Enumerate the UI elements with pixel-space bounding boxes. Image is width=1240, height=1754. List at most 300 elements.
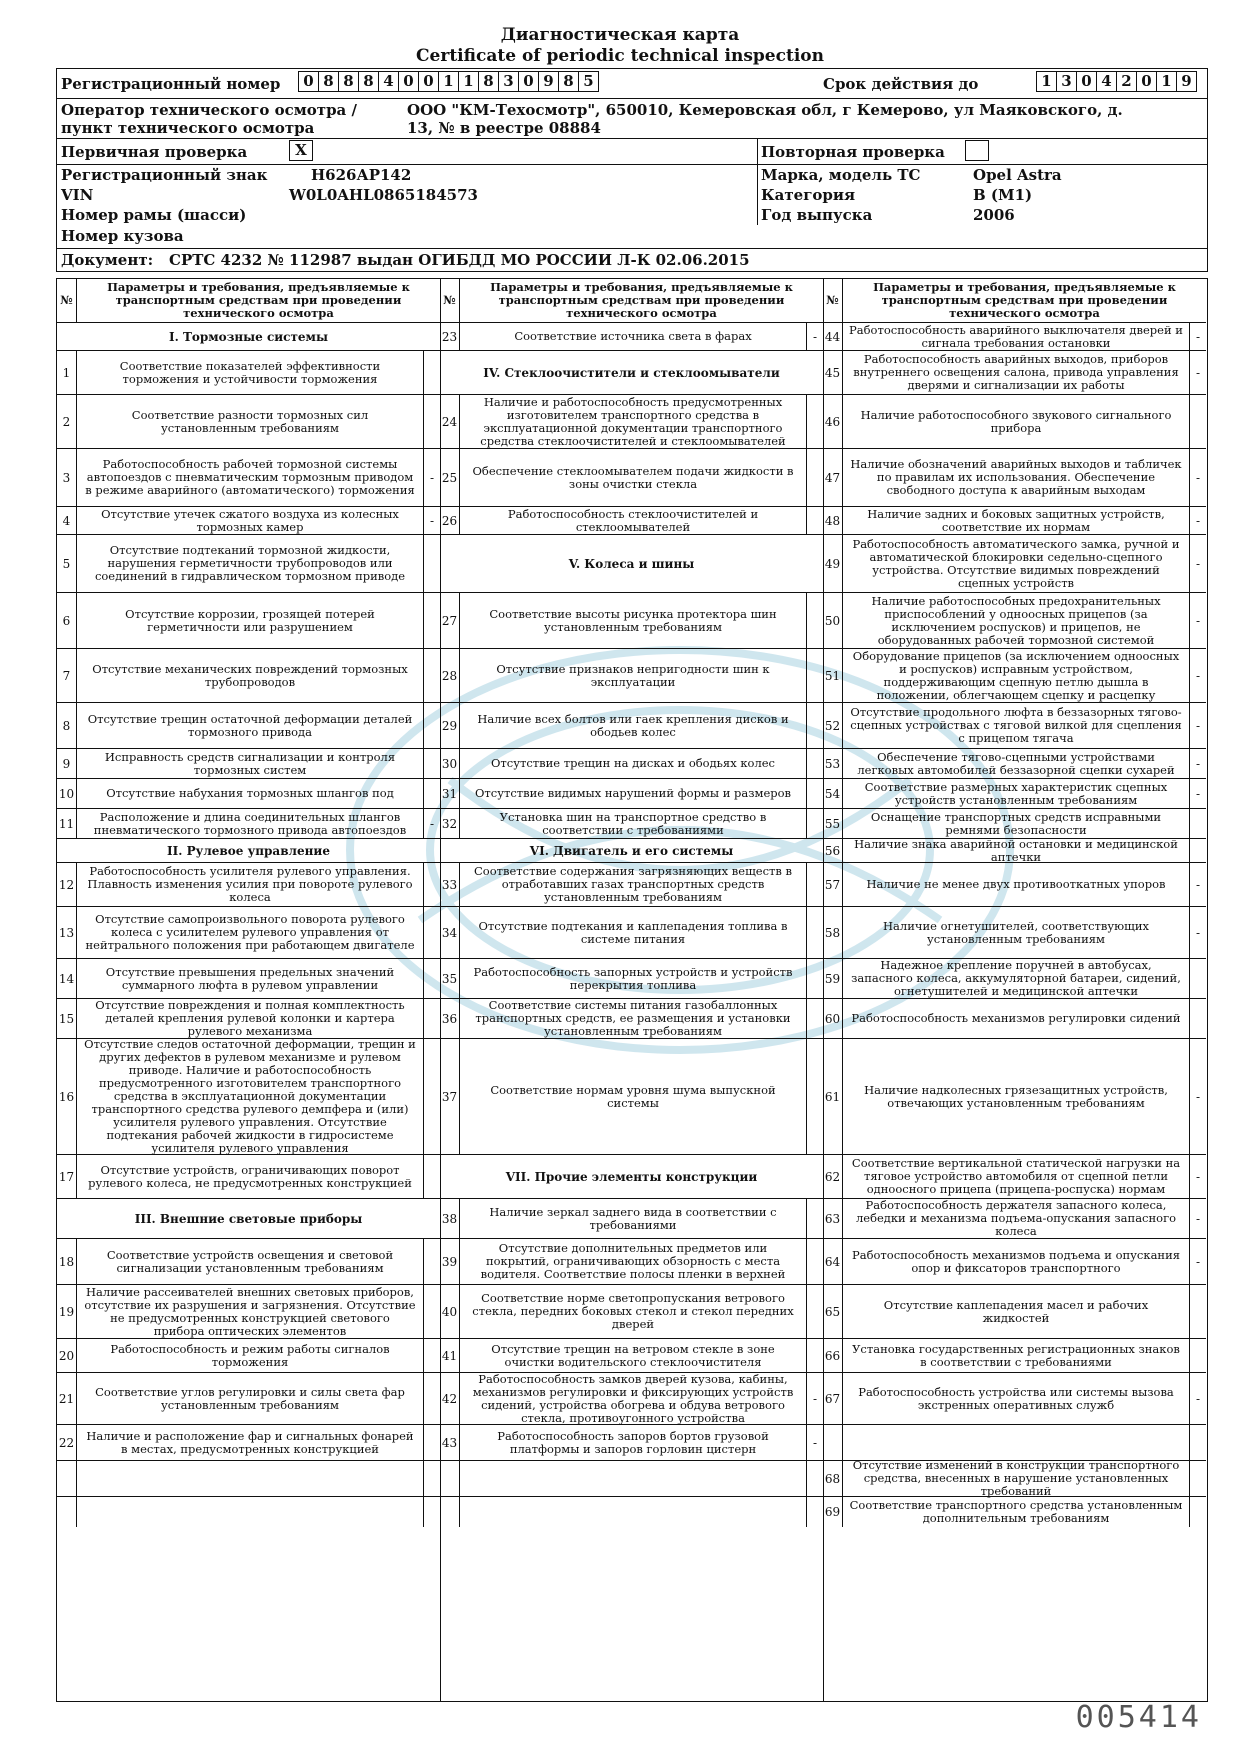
- table-row: [823, 836, 1206, 864]
- table-row: [57, 863, 440, 907]
- item-number: 4: [57, 507, 77, 534]
- item-number: 20: [57, 1339, 77, 1372]
- item-mark[interactable]: [807, 1497, 823, 1527]
- item-number: [823, 1425, 843, 1460]
- section-header: [57, 839, 440, 863]
- table-row: [823, 1339, 1206, 1373]
- item-number: 10: [57, 779, 77, 808]
- item-requirement: Отсутствие продольного люфта в беззазорных тягово-сцепных устройствах с тяговой вилкой для сцепления с прицепом тягача: [843, 703, 1190, 748]
- table-row: [440, 1239, 823, 1285]
- item-requirement: Исправность средств сигнализации и контроля тормозных систем: [77, 749, 424, 778]
- item-mark[interactable]: [807, 449, 823, 506]
- item-mark[interactable]: [807, 1039, 823, 1154]
- item-number: 64: [823, 1239, 843, 1284]
- item-requirement: Отсутствие трещин на ветровом стекле в зоне очистки водительского стеклоочистителя: [460, 1339, 807, 1372]
- item-mark[interactable]: [807, 507, 823, 534]
- item-number: 15: [57, 999, 77, 1038]
- item-requirement: Отсутствие устройств, ограничивающих поворот рулевого колеса, не предусмотренных конструкцией: [77, 1155, 424, 1198]
- item-mark[interactable]: [1190, 809, 1206, 838]
- item-mark[interactable]: [424, 1497, 440, 1527]
- item-requirement: Соответствие показателей эффективности торможения и устойчивости торможения: [77, 351, 424, 394]
- item-number: 7: [57, 649, 77, 702]
- item-mark[interactable]: -: [812, 1435, 818, 1450]
- table-row: [823, 1155, 1206, 1199]
- valid_until-digit: 1: [1156, 71, 1177, 92]
- body-label: Номер кузова: [61, 227, 184, 245]
- table-row: [823, 907, 1206, 959]
- item-mark[interactable]: [1190, 1285, 1206, 1338]
- item-number: 68: [823, 1461, 843, 1496]
- item-mark[interactable]: -: [1195, 1254, 1201, 1269]
- item-mark[interactable]: -: [1195, 668, 1201, 683]
- item-mark[interactable]: [1190, 1497, 1206, 1527]
- item-requirement: Отсутствие признаков непригодности шин к эксплуатации: [460, 649, 807, 702]
- item-mark[interactable]: -: [1195, 756, 1201, 771]
- item-mark[interactable]: -: [1195, 513, 1201, 528]
- item-number: 29: [440, 703, 460, 748]
- item-requirement: Отсутствие самопроизвольного поворота рулевого колеса с усилителем рулевого управления от нейтрального положения при работающем двигателе: [77, 907, 424, 958]
- operator-label-2: пункт технического осмотра: [61, 119, 315, 137]
- reg_number-digit: 4: [378, 71, 399, 92]
- year-label: Год выпуска: [761, 206, 873, 224]
- item-number: 63: [823, 1199, 843, 1238]
- table-row: [57, 1425, 440, 1461]
- item-mark[interactable]: [807, 1239, 823, 1284]
- reg_number-digit: 0: [398, 71, 419, 92]
- item-mark[interactable]: [807, 779, 823, 808]
- header-divider: [757, 139, 758, 164]
- item-mark[interactable]: -: [1195, 556, 1201, 571]
- item-mark[interactable]: [807, 959, 823, 998]
- header-params: Параметры и требования, предъявляемые к транспортным средствам при проведении технического осмотра: [107, 280, 410, 320]
- item-mark[interactable]: [1190, 395, 1206, 448]
- table-row: [440, 999, 823, 1039]
- document-title: [0, 24, 1240, 66]
- table-row: [440, 1497, 823, 1527]
- table-row: [440, 749, 823, 779]
- item-mark[interactable]: [807, 809, 823, 838]
- item-requirement: Соответствие источника света в фарах: [460, 323, 807, 350]
- reg_number-digit: 1: [438, 71, 459, 92]
- header-row-document: [57, 249, 1207, 271]
- item-requirement: Работоспособность стеклоочистителей и стеклоомывателей: [460, 507, 807, 534]
- header-num: №: [57, 279, 77, 322]
- table-row: [440, 703, 823, 749]
- item-requirement: Наличие всех болтов или гаек крепления дисков и ободьев колес: [460, 703, 807, 748]
- table-row: [57, 999, 440, 1039]
- section-header: [440, 839, 823, 863]
- item-requirement: Оснащение транспортных средств исправными ремнями безопасности: [843, 809, 1190, 838]
- item-mark[interactable]: -: [1195, 786, 1201, 801]
- item-number: 8: [57, 703, 77, 748]
- item-requirement: Наличие работоспособных предохранительных приспособлений у одноосных прицепов (за исключением роспусков) и прицепов, не оборудованных рабочей тормозной системой: [843, 593, 1190, 648]
- table-row: [57, 1497, 440, 1527]
- table-row: [57, 1039, 440, 1155]
- item-mark[interactable]: [807, 649, 823, 702]
- table-row: [823, 593, 1206, 649]
- table-column-1: [57, 279, 440, 1701]
- table-row: [823, 351, 1206, 395]
- item-mark[interactable]: [424, 1425, 440, 1460]
- item-mark[interactable]: [807, 703, 823, 748]
- item-requirement: Отсутствие набухания тормозных шлангов под: [77, 779, 424, 808]
- table-row: [823, 535, 1206, 593]
- table-row: [823, 863, 1206, 907]
- item-mark[interactable]: [424, 1155, 440, 1198]
- section-header: [440, 535, 823, 593]
- item-mark[interactable]: [424, 1339, 440, 1372]
- reg_number-digit: 8: [338, 71, 359, 92]
- item-mark[interactable]: -: [1195, 718, 1201, 733]
- column-separator: [440, 279, 441, 1701]
- item-requirement: Отсутствие дополнительных предметов или покрытий, ограничивающих обзорность с места водителя. Соответствие полосы пленки в верхней: [460, 1239, 807, 1284]
- item-mark[interactable]: -: [1195, 365, 1201, 380]
- item-mark[interactable]: [424, 959, 440, 998]
- item-number: 2: [57, 395, 77, 448]
- item-mark[interactable]: [424, 1285, 440, 1338]
- item-mark[interactable]: -: [1195, 329, 1201, 344]
- table-row: [440, 779, 823, 809]
- item-mark[interactable]: [1190, 1339, 1206, 1372]
- item-requirement: Соответствие устройств освещения и световой сигнализации установленным требованиям: [77, 1239, 424, 1284]
- section-title: VII. Прочие элементы конструкции: [505, 1169, 758, 1184]
- table-row: [57, 809, 440, 839]
- item-mark[interactable]: -: [812, 329, 818, 344]
- item-mark[interactable]: -: [1195, 877, 1201, 892]
- item-mark[interactable]: -: [1195, 1169, 1201, 1184]
- item-mark[interactable]: [424, 1039, 440, 1154]
- item-mark[interactable]: -: [1195, 1391, 1201, 1406]
- item-mark[interactable]: [424, 649, 440, 702]
- item-mark[interactable]: [807, 1339, 823, 1372]
- item-mark[interactable]: [807, 1199, 823, 1238]
- item-mark[interactable]: [1190, 999, 1206, 1038]
- item-requirement: [460, 1461, 807, 1496]
- item-number: 26: [440, 507, 460, 534]
- year-value: 2006: [973, 206, 1015, 224]
- item-requirement: Отсутствие изменений в конструкции транспортного средства, внесенных в нарушение установленных требований: [843, 1461, 1190, 1496]
- vin-label: VIN: [61, 186, 94, 204]
- header-divider: [757, 185, 758, 205]
- item-requirement: Соответствие системы питания газобаллонных транспортных средств, ее размещения и установки установленным требованиям: [460, 999, 807, 1038]
- header-block: [56, 68, 1208, 272]
- item-number: 67: [823, 1373, 843, 1424]
- item-number: 46: [823, 395, 843, 448]
- item-requirement: Наличие зеркал заднего вида в соответствии с требованиями: [460, 1199, 807, 1238]
- item-requirement: Соответствие транспортного средства установленным дополнительным требованиям: [843, 1497, 1190, 1527]
- item-requirement: Наличие рассеивателей внешних световых приборов, отсутствие их разрушения и загрязнения. Отсутствие не предусмотренных конструкцией светового прибора оптических элементов: [77, 1285, 424, 1338]
- table-row: [57, 395, 440, 449]
- table-row: [440, 1373, 823, 1425]
- item-requirement: Установка государственных регистрационных знаков в соответствии с требованиями: [843, 1339, 1190, 1372]
- table-row: [440, 907, 823, 959]
- item-mark[interactable]: [1190, 839, 1206, 862]
- item-number: 24: [440, 395, 460, 448]
- item-mark[interactable]: -: [812, 1391, 818, 1406]
- item-mark[interactable]: [424, 593, 440, 648]
- document-value: СРТС 4232 № 112987 выдан ОГИБДД МО РОССИИ Л-К 02.06.2015: [169, 251, 750, 269]
- valid_until-digit: 0: [1136, 71, 1157, 92]
- table-row: [57, 1461, 440, 1497]
- item-mark[interactable]: [424, 907, 440, 958]
- item-requirement: Работоспособность и режим работы сигналов торможения: [77, 1339, 424, 1372]
- table-row: [823, 749, 1206, 779]
- item-requirement: Работоспособность держателя запасного колеса, лебедки и механизма подъема-опускания запасного колеса: [843, 1199, 1190, 1238]
- item-number: 36: [440, 999, 460, 1038]
- header-params: Параметры и требования, предъявляемые к транспортным средствам при проведении технического осмотра: [490, 280, 793, 320]
- table-row: [57, 1155, 440, 1199]
- table-row: [57, 1339, 440, 1373]
- item-mark[interactable]: [424, 1239, 440, 1284]
- item-number: 60: [823, 999, 843, 1038]
- section-header: [440, 1155, 823, 1199]
- item-requirement: Соответствие содержания загрязняющих веществ в отработавших газах транспортных средств установленным требованиям: [460, 863, 807, 906]
- item-mark[interactable]: [1190, 959, 1206, 998]
- item-mark[interactable]: [807, 1285, 823, 1338]
- frame-label: Номер рамы (шасси): [61, 206, 247, 224]
- table-column-2: [440, 279, 823, 1701]
- item-requirement: Установка шин на транспортное средство в соответствии с требованиями: [460, 809, 807, 838]
- item-requirement: Наличие и расположение фар и сигнальных фонарей в местах, предусмотренных конструкцией: [77, 1425, 424, 1460]
- item-number: 65: [823, 1285, 843, 1338]
- item-requirement: Расположение и длина соединительных шлангов пневматического тормозного привода автопоездов: [77, 809, 424, 838]
- make-value: Opel Astra: [973, 166, 1062, 184]
- table-row: [823, 449, 1206, 507]
- table-header: [57, 279, 440, 323]
- item-mark[interactable]: [807, 1461, 823, 1496]
- table-row: [823, 507, 1206, 535]
- item-requirement: Работоспособность запоров бортов грузовой платформы и запоров горловин цистерн: [460, 1425, 807, 1460]
- item-number: 23: [440, 323, 460, 350]
- header-row-check: [57, 139, 1207, 165]
- table-row: [440, 1199, 823, 1239]
- item-number: 21: [57, 1373, 77, 1424]
- item-number: 47: [823, 449, 843, 506]
- section-header: [440, 351, 823, 395]
- item-number: 38: [440, 1199, 460, 1238]
- item-requirement: Оборудование прицепов (за исключением одноосных и роспусков) исправным устройством, поддерживающим сцепную петлю дышла в положении, облегчающем сцепку и расцепку: [843, 649, 1190, 702]
- item-number: 56: [823, 839, 843, 862]
- item-requirement: Отсутствие механических повреждений тормозных трубопроводов: [77, 649, 424, 702]
- item-number: 16: [57, 1039, 77, 1154]
- valid_until-digit: 3: [1056, 71, 1077, 92]
- item-number: 30: [440, 749, 460, 778]
- table-row: [57, 779, 440, 809]
- item-number: 52: [823, 703, 843, 748]
- table-row: [440, 1339, 823, 1373]
- header-row-vin: [57, 185, 1207, 205]
- item-mark[interactable]: [424, 999, 440, 1038]
- item-number: [440, 1461, 460, 1496]
- item-requirement: Работоспособность усилителя рулевого управления. Плавность изменения усилия при повороте рулевого колеса: [77, 863, 424, 906]
- repeat-check-label: Повторная проверка: [761, 143, 945, 161]
- header-row-body: [57, 225, 1207, 249]
- item-mark[interactable]: [807, 749, 823, 778]
- table-row: [57, 593, 440, 649]
- header-num: №: [823, 279, 843, 322]
- item-requirement: Отсутствие подтеканий тормозной жидкости, нарушения герметичности трубопроводов или соединений в гидравлическом тормозном приводе: [77, 535, 424, 592]
- item-mark[interactable]: [807, 395, 823, 448]
- item-requirement: Наличие обозначений аварийных выходов и табличек по правилам их использования. Обеспечение свободного доступа к аварийным выходам: [843, 449, 1190, 506]
- section-title: IV. Стеклоочистители и стеклоомыватели: [483, 365, 780, 380]
- item-mark[interactable]: [1190, 1461, 1206, 1496]
- reg_number-digit: 3: [498, 71, 519, 92]
- item-requirement: Наличие огнетушителей, соответствующих установленным требованиям: [843, 907, 1190, 958]
- item-mark[interactable]: -: [1195, 1211, 1201, 1226]
- plate-label: Регистрационный знак: [61, 166, 268, 184]
- item-requirement: Отсутствие видимых нарушений формы и размеров: [460, 779, 807, 808]
- inspection-table: [56, 278, 1208, 1702]
- table-row: [823, 649, 1206, 703]
- table-column-3: [823, 279, 1206, 1701]
- section-header: [57, 323, 440, 351]
- item-mark[interactable]: -: [429, 513, 435, 528]
- item-requirement: Отсутствие трещин на дисках и ободьях колес: [460, 749, 807, 778]
- item-requirement: Обеспечение тягово-сцепными устройствами легковых автомобилей беззазорной сцепки сухарей: [843, 749, 1190, 778]
- item-mark[interactable]: [424, 749, 440, 778]
- item-number: 3: [57, 449, 77, 506]
- item-number: 39: [440, 1239, 460, 1284]
- item-number: 41: [440, 1339, 460, 1372]
- item-requirement: Наличие знака аварийной остановки и медицинской аптечки: [843, 839, 1190, 862]
- item-mark[interactable]: [1190, 1425, 1206, 1460]
- section-title: VI. Двигатель и его системы: [529, 843, 734, 858]
- table-header: [823, 279, 1206, 323]
- valid-until-label: Срок действия до: [823, 75, 979, 93]
- table-row: [57, 535, 440, 593]
- item-mark[interactable]: [424, 779, 440, 808]
- table-row: [823, 395, 1206, 449]
- item-number: 18: [57, 1239, 77, 1284]
- item-mark[interactable]: [424, 351, 440, 394]
- item-number: 43: [440, 1425, 460, 1460]
- header-row-frame: [57, 205, 1207, 225]
- serial-number: 005414: [1075, 1700, 1202, 1735]
- item-mark[interactable]: [807, 863, 823, 906]
- item-mark[interactable]: -: [1195, 925, 1201, 940]
- item-number: 25: [440, 449, 460, 506]
- make-label: Марка, модель ТС: [761, 166, 921, 184]
- item-requirement: Отсутствие следов остаточной деформации, трещин и других дефектов в рулевом механизме и рулевом приводе. Наличие и работоспособность предусмотренного изготовителем транспортного средства в эксплуатационной документации транспортного средства рулевого демпфера и (или) усилителя рулевого управления. Отсутствие подтекания рабочей жидкости в гидросистеме усилителя рулевого управления: [77, 1039, 424, 1154]
- table-row: [823, 323, 1206, 351]
- item-mark[interactable]: [424, 1461, 440, 1496]
- reg_number-digit: 8: [478, 71, 499, 92]
- item-requirement: Наличие работоспособного звукового сигнального прибора: [843, 395, 1190, 448]
- table-row: [57, 1285, 440, 1339]
- item-number: 40: [440, 1285, 460, 1338]
- reg_number-digit: 0: [298, 71, 319, 92]
- item-number: 12: [57, 863, 77, 906]
- header-divider: [757, 165, 758, 185]
- table-row: [440, 507, 823, 535]
- table-row: [57, 907, 440, 959]
- item-mark[interactable]: [424, 863, 440, 906]
- item-requirement: Отсутствие трещин остаточной деформации деталей тормозного привода: [77, 703, 424, 748]
- primary-check-box[interactable]: X: [289, 140, 313, 161]
- valid_until-digit: 2: [1116, 71, 1137, 92]
- item-number: 37: [440, 1039, 460, 1154]
- item-number: 35: [440, 959, 460, 998]
- item-number: 11: [57, 809, 77, 838]
- item-requirement: Соответствие разности тормозных сил установленным требованиям: [77, 395, 424, 448]
- item-number: 19: [57, 1285, 77, 1338]
- table-row: [57, 507, 440, 535]
- item-number: 14: [57, 959, 77, 998]
- item-requirement: [843, 1425, 1190, 1460]
- title-en: Certificate of periodic technical inspection: [416, 46, 824, 66]
- reg_number-digit: 8: [558, 71, 579, 92]
- item-number: 51: [823, 649, 843, 702]
- item-requirement: [460, 1497, 807, 1527]
- item-mark[interactable]: [807, 907, 823, 958]
- reg_number-digit: 9: [538, 71, 559, 92]
- table-row: [440, 809, 823, 839]
- item-mark[interactable]: [807, 593, 823, 648]
- table-row: [440, 959, 823, 999]
- header-num: №: [440, 279, 460, 322]
- item-requirement: Работоспособность аварийных выходов, приборов внутреннего освещения салона, привода управления дверями и сигнализации их работы: [843, 351, 1190, 394]
- item-number: 50: [823, 593, 843, 648]
- table-row: [823, 779, 1206, 809]
- item-number: 57: [823, 863, 843, 906]
- valid_until-digit: 1: [1036, 71, 1057, 92]
- item-requirement: Соответствие высоты рисунка протектора шин установленным требованиям: [460, 593, 807, 648]
- item-requirement: Соответствие нормам уровня шума выпускной системы: [460, 1039, 807, 1154]
- table-row: [57, 449, 440, 507]
- vin-value: W0L0AHL0865184573: [289, 186, 478, 204]
- table-row: [823, 703, 1206, 749]
- table-row: [823, 1425, 1206, 1461]
- item-number: 62: [823, 1155, 843, 1198]
- item-mark[interactable]: [424, 703, 440, 748]
- item-mark[interactable]: [807, 999, 823, 1038]
- item-requirement: Работоспособность рабочей тормозной системы автопоездов с пневматическим тормозным приводом в режиме аварийного (автоматического) торможения: [77, 449, 424, 506]
- item-number: 61: [823, 1039, 843, 1154]
- item-requirement: Отсутствие повреждения и полная комплектность деталей крепления рулевой колонки и картера рулевого механизма: [77, 999, 424, 1038]
- item-number: 53: [823, 749, 843, 778]
- table-row: [57, 1239, 440, 1285]
- section-title: V. Колеса и шины: [568, 556, 695, 571]
- table-row: [57, 1373, 440, 1425]
- item-mark[interactable]: [424, 535, 440, 592]
- table-row: [823, 999, 1206, 1039]
- item-number: 27: [440, 593, 460, 648]
- item-mark[interactable]: -: [429, 470, 435, 485]
- reg_number-digit: 0: [518, 71, 539, 92]
- item-number: 55: [823, 809, 843, 838]
- reg_number-digit: 8: [358, 71, 379, 92]
- table-row: [440, 593, 823, 649]
- table-row: [57, 703, 440, 749]
- item-number: 28: [440, 649, 460, 702]
- item-mark[interactable]: [424, 395, 440, 448]
- item-mark[interactable]: [424, 1373, 440, 1424]
- reg-number-digits: [298, 71, 598, 92]
- item-number: 9: [57, 749, 77, 778]
- item-number: 1: [57, 351, 77, 394]
- item-mark[interactable]: -: [1195, 470, 1201, 485]
- item-requirement: Наличие и работоспособность предусмотренных изготовителем транспортного средства в эксплуатационной документации транспортного средства стеклоочистителей и стеклоомывателей: [460, 395, 807, 448]
- item-mark[interactable]: -: [1195, 1089, 1201, 1104]
- item-mark[interactable]: -: [1195, 613, 1201, 628]
- item-mark[interactable]: -: [429, 816, 435, 831]
- document-label: Документ:: [61, 251, 154, 269]
- repeat-check-box[interactable]: [965, 140, 989, 161]
- item-number: 22: [57, 1425, 77, 1460]
- section-title: III. Внешние световые приборы: [134, 1211, 363, 1226]
- item-requirement: Соответствие норме светопропускания ветрового стекла, передних боковых стекол и стекол передних дверей: [460, 1285, 807, 1338]
- column-separator: [823, 279, 824, 1701]
